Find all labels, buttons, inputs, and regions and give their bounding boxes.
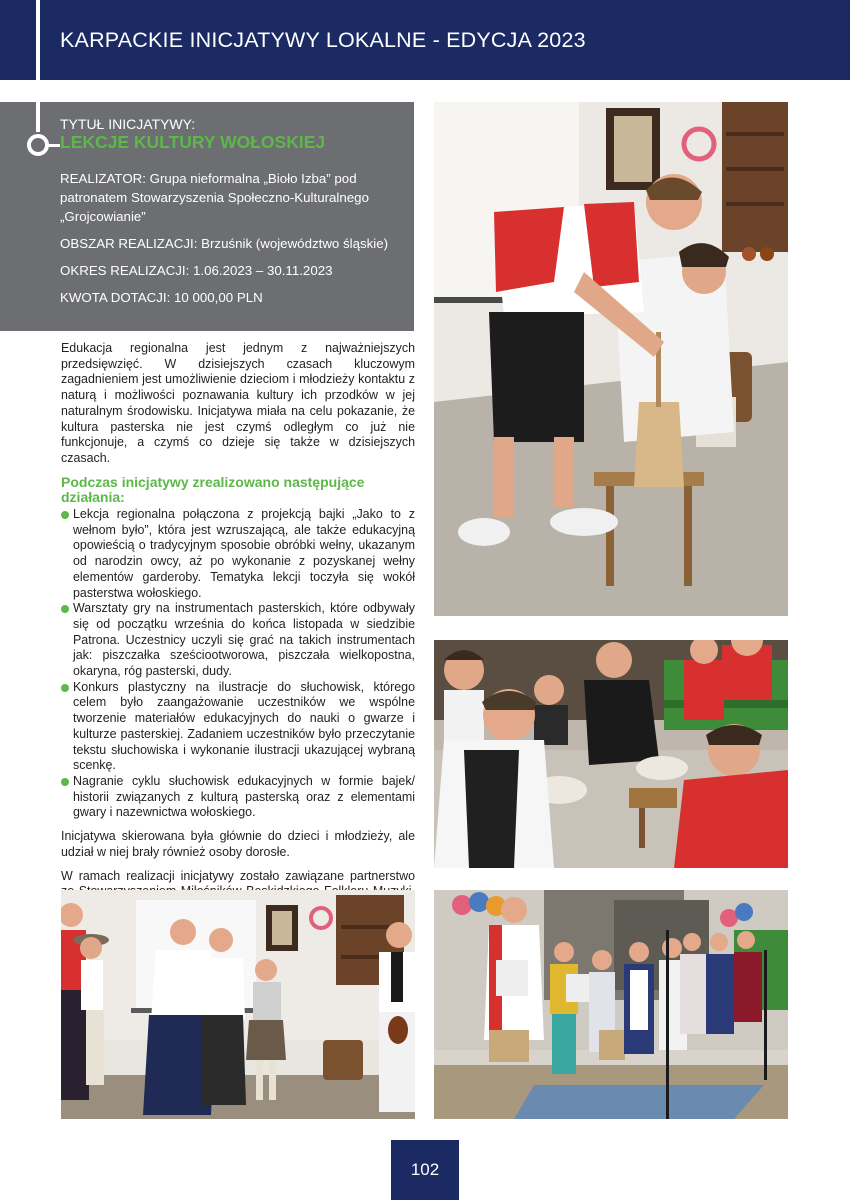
grant-amount-field: KWOTA DOTACJI: 10 000,00 PLN xyxy=(60,290,263,305)
header-divider xyxy=(36,0,40,80)
bullet-icon xyxy=(61,511,69,519)
bullet-icon xyxy=(61,778,69,786)
info-box-connector xyxy=(48,144,60,147)
activities-heading: Podczas inicjatywy zrealizowano następujące działania: xyxy=(61,473,365,506)
header-title: KARPACKIE INICJATYWY LOKALNE - EDYCJA 2023 xyxy=(60,28,586,52)
realizator-field: REALIZATOR: Grupa nieformalna „Bioło Izba” pod patronatem Stowarzyszenia Społeczno-Kulturalnego „Grojcowianie” xyxy=(60,171,369,224)
intro-paragraph: Edukacja regionalna jest jednym z najważniejszych przedsięwzięć. W dzisiejszych czasach kluczowym zagadnieniem jest umożliwienie dzieciom i młodzieży kontaktu z naturą i możliwości poznawania kultury ich przodków w jej naturalnym środowisku. Inicjatywa miała na celu pokazanie, że kultura pasterska nie jest czymś odległym co już nie funkcjonuje, a czymś co dzieje się także w dzisiejszych czasach. xyxy=(61,341,415,465)
activity-text: Warsztaty gry na instrumentach pasterskich, które odbywały się od początku września do końca listopada w siedzibie Patrona. Uczestnicy uczyli się grać na takich instrumentach jak: piszczałka sześciootworowa, piszczała wielkopostna, okaryna, róg pasterski, dudy. xyxy=(73,601,415,679)
activities-list xyxy=(61,507,415,821)
bullet-icon xyxy=(61,684,69,692)
bullet-icon xyxy=(61,605,69,613)
info-box-line xyxy=(36,102,40,132)
list-item xyxy=(61,601,415,680)
list-item xyxy=(61,507,415,601)
activity-text: Konkurs plastyczny na ilustracje do słuchowisk, którego celem było zaangażowanie uczestników we wspólne tworzenie materiałów edukacyjnych do nauki o gwarze i kulturze pasterskiej. Zadaniem uczestników było przeczytanie tekstu słuchowiska i wykonanie ilustracji ukazującej wybraną scenkę. xyxy=(73,679,415,773)
list-item xyxy=(61,680,415,774)
activity-text: Nagranie cyklu słuchowisk edukacyjnych w formie bajek/ historii związanych z kulturą pasterską oraz z elementami gwary i nazewnictwa wołoskiego. xyxy=(73,773,415,820)
initiative-info-box xyxy=(0,102,414,331)
info-box-circle-icon xyxy=(27,134,49,156)
article-body xyxy=(61,341,415,971)
photo-folk-dance-group xyxy=(61,890,415,1119)
photo-children-workshop xyxy=(434,640,788,868)
page-header xyxy=(0,0,850,80)
initiative-title-label: TYTUŁ INICJATYWY: xyxy=(60,116,196,132)
page-number: 102 xyxy=(410,1160,440,1179)
initiative-title: LEKCJE KULTURY WOŁOSKIEJ xyxy=(60,132,326,152)
period-field: OKRES REALIZACJI: 1.06.2023 – 30.11.2023 xyxy=(60,263,333,278)
photo-butter-churning xyxy=(434,102,788,616)
initiative-details xyxy=(60,169,400,315)
page-number-box xyxy=(391,1140,459,1200)
list-item xyxy=(61,774,415,821)
photo-award-ceremony xyxy=(434,890,788,1119)
area-field: OBSZAR REALIZACJI: Brzuśnik (województwo śląskie) xyxy=(60,236,389,251)
audience-paragraph: Inicjatywa skierowana była głównie do dzieci i młodzieży, ale udział w niej brały również osoby dorosłe. xyxy=(61,829,415,859)
partnership-paragraph: W ramach realizacji inicjatywy zostało zawiązane partnerstwo xyxy=(61,868,415,883)
activity-text: Lekcja regionalna połączona z projekcją bajki „Jako to z wełnom było”, która jest wzruszającą, ale także edukacyjną opowieścią o tradycyjnym sposobie obróbki wełny, ukazanym od narodzin owcy, aż po wykonanie z pozyskanej wełny elementów garderoby. Tematyka lekcji toczyła się wokół pasterstwa wołoskiego. xyxy=(73,507,415,600)
